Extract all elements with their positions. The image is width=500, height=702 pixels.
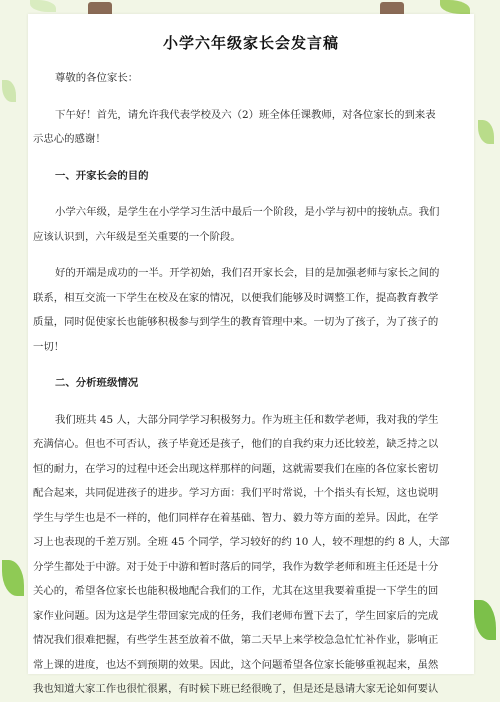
paragraph-line: 小学六年级，是学生在小学学习生活中最后一个阶段，是小学与初中的接轨点。我们 [55,206,440,218]
paragraph-line: 联系，相互交流一下学生在校及在家的情况，以便我们能够及时调整工作，提高教育教学 [33,291,439,304]
paragraph-line: 充满信心。但也不可否认，孩子毕竟还是孩子，他们的自我约束力还比较差，缺乏持之以 [33,438,439,450]
paragraph-line: 恒的耐力，在学习的过程中还会出现这样那样的问题，这就需要我们在座的各位家长密切 [33,462,439,475]
leaf-icon [2,80,16,102]
paragraph-line: 习上也表现的千差万别。全班 45 个同学，学习较好的约 10 人，较不理想的约 8 人，大部 [33,536,450,548]
salutation: 尊敬的各位家长： [55,72,139,84]
paragraph-line: 学生与学生也是不一样的，他们同样存在着基础、智力、毅力等方面的差异。因此，在学 [33,511,439,524]
paragraph-line: 常上课的进度，也达不到预期的效果。因此，这个问题希望各位家长能够重视起来，虽然 [33,658,439,671]
section-heading: 一、开家长会的目的 [55,169,149,182]
leaf-icon [2,560,24,596]
paragraph-line: 质量，同时促使家长也能够积极参与到学生的教育管理中来。一切为了孩子，为了孩子的 [33,316,439,328]
paragraph-line: 关心的，希望各位家长也能积极地配合我们的工作，尤其在这里我要着重提一下学生的回 [33,585,439,597]
paragraph-line: 好的开端是成功的一半。开学初始，我们召开家长会，目的是加强老师与家长之间的 [55,267,440,279]
paragraph-line: 我们班共 45 人，大部分同学学习积极努力。作为班主任和数学老师，我对我的学生 [55,413,439,426]
intro-line: 下午好！首先，请允许我代表学校及六（2）班全体任课教师，对各位家长的到来表 [55,108,436,121]
paragraph-line: 我也知道大家工作也很忙很累，有时候下班已经很晚了，但是还是恳请大家无论如何要认 [33,683,439,695]
leaf-icon [478,120,494,144]
leaf-icon [30,0,56,12]
paragraph-line: 一切！ [33,340,65,353]
paragraph-line: 配合起来，共同促进孩子的进步。学习方面：我们平时常说，十个指头有长短，这也说明 [33,487,439,499]
paragraph-line: 分学生都处于中游。对于处于中游和暂时落后的同学，我作为数学老师和班主任还是十分 [33,560,439,573]
paragraph-line: 应该认识到，六年级是至关重要的一个阶段。 [33,230,241,243]
document-title: 小学六年级家长会发言稿 [162,34,339,52]
section-heading: 二、分析班级情况 [55,377,139,389]
document-body [33,66,467,702]
intro-line: 示忠心的感谢！ [33,133,106,145]
decoration-top [0,0,500,14]
paragraph-line: 情况我们很难把握，有些学生甚至放着不做，第二天早上来学校急急忙忙补作业，影响正 [33,634,439,646]
paragraph-line: 家作业问题。因为这是学生带回家完成的任务，我们老师布置下去了，学生回家后的完成 [33,609,439,622]
leaf-icon [474,600,496,640]
leaf-icon [440,0,470,14]
